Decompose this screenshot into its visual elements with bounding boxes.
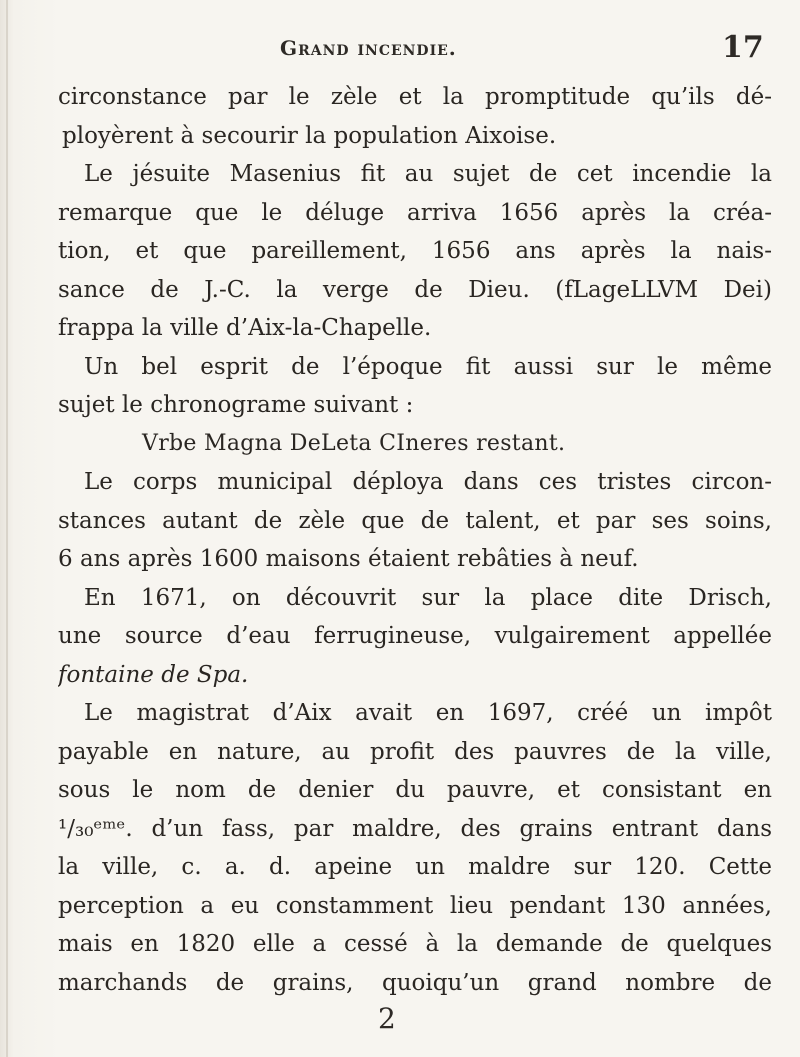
text-line: sance de J.-C. la verge de Dieu. (fLageLLVM Dei)	[58, 276, 772, 303]
paragraph-start-line: Le corps municipal déploya dans ces tristes circon-	[84, 469, 772, 495]
text-line: remarque que le déluge arriva 1656 après la créa-	[58, 199, 772, 226]
signature-mark: 2	[378, 1002, 396, 1035]
text-line: ¹/₃₀ᵉᵐᵉ. d’un fass, par maldre, des grains entrant dans	[58, 815, 772, 842]
text-line: une source d’eau ferrugineuse, vulgairement appellée	[58, 623, 772, 649]
text-line: marchands de grains, quoiqu’un grand nombre de	[58, 969, 772, 996]
text-line: frappa la ville d’Aix-la-Chapelle.	[58, 315, 432, 341]
text-line: 6 ans après 1600 maisons étaient rebâties à neuf.	[58, 546, 639, 572]
text-line: circonstance par le zèle et la promptitude qu’ils dé-	[58, 84, 772, 110]
text-line: payable en nature, au profit des pauvres de la ville,	[58, 738, 772, 765]
paragraph-start-line: En 1671, on découvrit sur la place dite Drisch,	[84, 584, 772, 611]
paragraph-start-line: Un bel esprit de l’époque fit aussi sur le même	[84, 353, 772, 380]
body-text	[58, 78, 772, 1002]
running-title: Grand incendie.	[280, 36, 457, 60]
binding-gutter	[6, 0, 8, 1057]
text-line: tion, et que pareillement, 1656 ans après la nais-	[58, 238, 772, 264]
text-line: ployèrent à secourir la population Aixoise.	[62, 122, 557, 149]
text-line: stances autant de zèle que de talent, et par ses soins,	[58, 507, 772, 534]
paragraph-start-line: Le jésuite Masenius fit au sujet de cet incendie la	[84, 161, 772, 187]
text-line: sous le nom de denier du pauvre, et consistant en	[58, 777, 772, 803]
chronogram-line: Vrbe Magna DeLeta CIneres restant.	[142, 430, 566, 456]
paragraph-start-line: Le magistrat d’Aix avait en 1697, créé un impôt	[84, 700, 772, 726]
page-number: 17	[722, 30, 764, 65]
text-line: la ville, c. a. d. apeine un maldre sur 120. Cette	[58, 854, 772, 880]
text-line: sujet le chronograme suivant :	[58, 392, 414, 418]
page-header	[0, 14, 800, 64]
italic-term-line: fontaine de Spa.	[58, 661, 249, 688]
text-line: mais en 1820 elle a cessé à la demande de quelques	[58, 931, 772, 957]
text-line: perception a eu constamment lieu pendant 130 années,	[58, 892, 772, 919]
